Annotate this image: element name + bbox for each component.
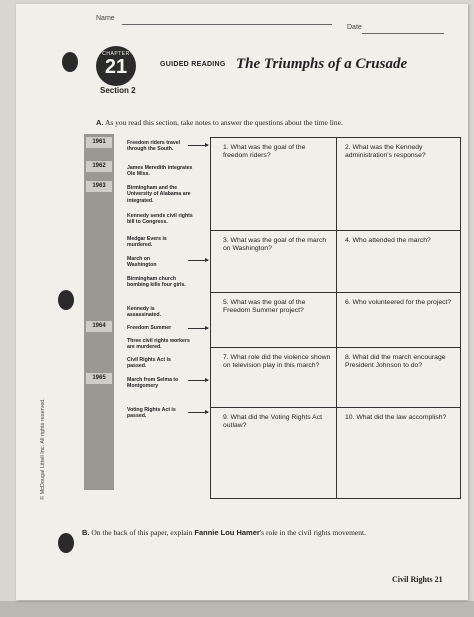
page-title: The Triumphs of a Crusade [236, 56, 408, 72]
timeline-event: James Meredith integrates Ole Miss. [127, 165, 193, 178]
copyright-notice: © McDougal Littell Inc. All rights reserved. [40, 398, 46, 500]
questions-grid [210, 137, 461, 499]
punch-hole [62, 52, 78, 72]
question-cell[interactable]: 1. What was the goal of the freedom riders? [211, 138, 337, 231]
question-cell[interactable]: 3. What was the goal of the march on Washington? [211, 231, 337, 293]
instruction-b-text-end: 's role in the civil rights movement. [259, 528, 366, 537]
guided-reading-label: GUIDED READING [160, 61, 226, 68]
timeline-event: Three civil rights workers are murdered. [127, 338, 190, 351]
fannie-lou-hamer-name: Fannie Lou Hamer [194, 528, 260, 537]
chapter-label: CHAPTER [102, 51, 130, 57]
timeline-year: 1961 [86, 137, 112, 148]
timeline-event: Kennedy sends civil rights bill to Congress. [127, 213, 193, 226]
instruction-a-letter: A. [96, 118, 104, 127]
question-cell[interactable]: 7. What role did the violence shown on television play in this march? [211, 348, 337, 408]
question-cell[interactable]: 8. What did the march encourage President Johnson to do? [337, 348, 460, 408]
question-cell[interactable]: 4. Who attended the march? [337, 231, 460, 293]
chapter-number: 21 [104, 56, 128, 78]
instruction-a [96, 118, 343, 127]
arrow-right-icon [188, 145, 208, 146]
timeline-year: 1963 [86, 181, 112, 192]
timeline-event: Medgar Evers is murdered. [127, 236, 167, 249]
question-cell[interactable]: 10. What did the law accomplish? [345, 414, 447, 421]
date-label: Date [347, 24, 362, 31]
page-number: 21 [434, 575, 443, 584]
timeline-year: 1965 [86, 373, 112, 384]
punch-hole [58, 290, 74, 310]
background-strip [0, 601, 474, 617]
instruction-b-text: On the back of this paper, explain [89, 528, 195, 537]
instruction-b [82, 528, 366, 537]
timeline-event: March on Washington [127, 256, 157, 269]
instruction-a-text: As you read this section, take notes to answer the questions about the time line. [103, 118, 343, 127]
timeline-event: Voting Rights Act is passed. [127, 407, 176, 420]
name-line[interactable] [122, 24, 332, 25]
question-cell[interactable]: 9. What did the Voting Rights Act outlaw? [211, 408, 337, 498]
timeline-event: Freedom Summer [127, 325, 172, 331]
timeline-event: Civil Rights Act is passed. [127, 357, 171, 370]
arrow-right-icon [188, 380, 208, 381]
timeline-event: Freedom riders travel through the South. [127, 140, 181, 153]
question-cell[interactable]: 5. What was the goal of the Freedom Summer project? [211, 293, 337, 348]
punch-hole [58, 533, 74, 553]
timeline-event: Kennedy is assassinated. [127, 306, 162, 319]
arrow-right-icon [188, 412, 208, 413]
chapter-badge [96, 46, 136, 86]
timeline-year: 1964 [86, 321, 112, 332]
date-line[interactable] [362, 33, 444, 34]
timeline-event: Birmingham church bombing kills four girls. [127, 276, 186, 289]
arrow-right-icon [188, 328, 208, 329]
section-label: Section 2 [100, 86, 136, 95]
timeline-year: 1962 [86, 161, 112, 172]
arrow-right-icon [188, 260, 208, 261]
name-label: Name [96, 15, 115, 22]
question-cell[interactable]: 2. What was the Kennedy administration's response? [337, 138, 460, 231]
instruction-b-letter: B. [82, 528, 90, 537]
question-cell[interactable]: 6. Who volunteered for the project? [337, 293, 460, 348]
timeline-event: Birmingham and the University of Alabama are integrated. [127, 185, 191, 204]
page-footer [392, 575, 443, 584]
timeline-event: March from Selma to Montgomery [127, 377, 179, 390]
footer-label: Civil Rights [392, 575, 433, 584]
